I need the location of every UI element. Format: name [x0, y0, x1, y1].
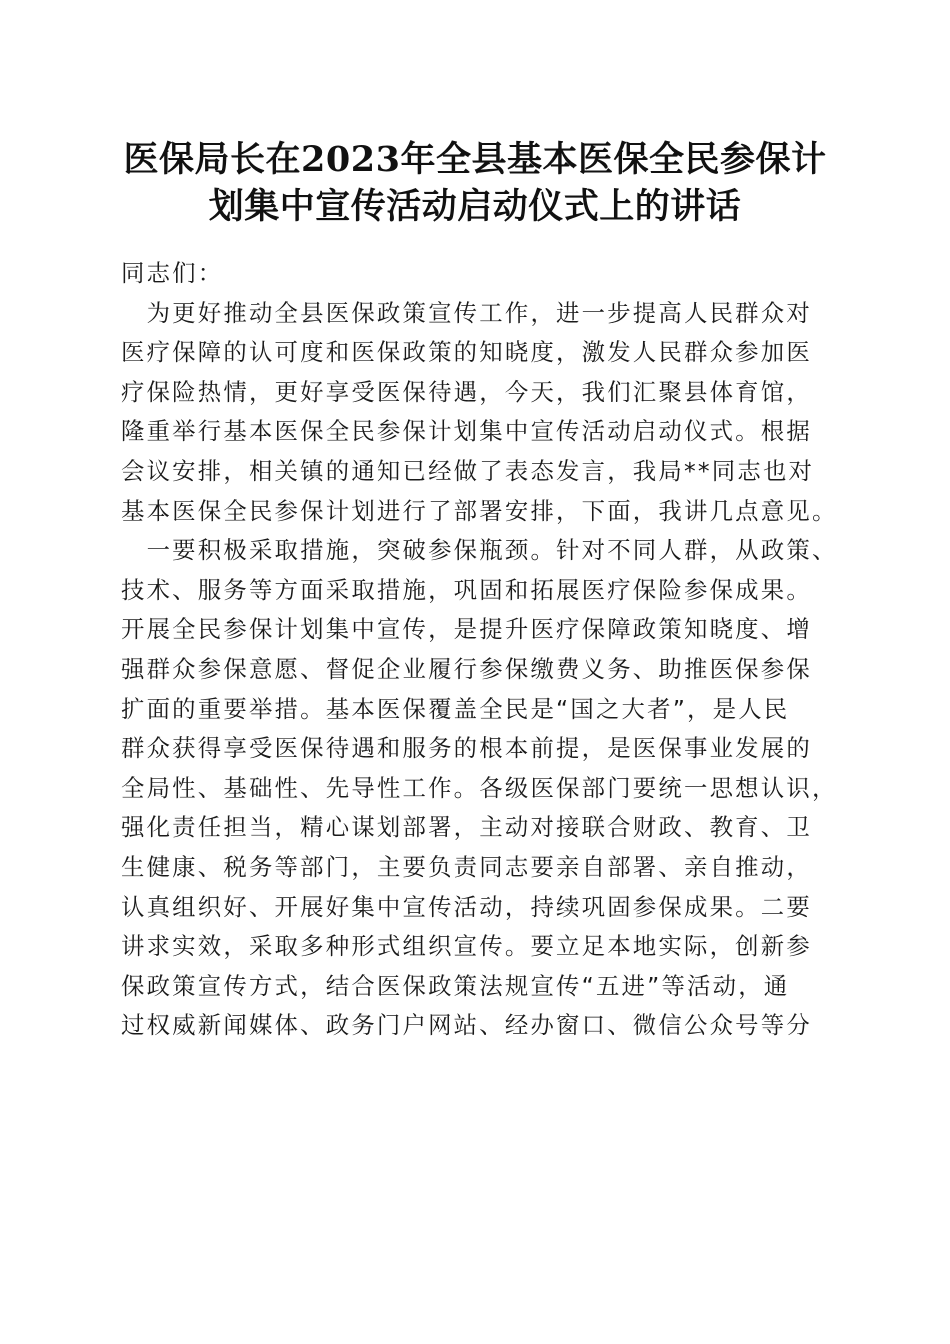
body-line: 保政策宣传方式，结合医保政策法规宣传“五进”等活动，通: [121, 971, 790, 1000]
body-line: 会议安排，相关镇的通知已经做了表态发言，我局**同志也对: [121, 456, 815, 485]
body-line: 为更好推动全县医保政策宣传工作，进一步提高人民群众对: [121, 298, 812, 327]
body-line: 生健康、税务等部门，主要负责同志要亲自部署、亲自推动，: [121, 852, 812, 881]
body-line: 一要积极采取措施，突破参保瓶颈。针对不同人群，从政策、: [121, 536, 838, 565]
title-line-1: 医保局长在2023年全县基本医保全民参保计: [123, 139, 827, 180]
body-line: 讲求实效，采取多种形式组织宣传。要立足本地实际，创新参: [121, 932, 812, 961]
title-line-2: 划集中宣传活动启动仪式上的讲话: [208, 186, 742, 227]
body-line: 扩面的重要举措。基本医保覆盖全民是“国之大者”，是人民: [121, 694, 790, 723]
document-title: [100, 136, 850, 230]
body-line: 全局性、基础性、先导性工作。各级医保部门要统一思想认识，: [121, 773, 838, 802]
body-line: 开展全民参保计划集中宣传，是提升医疗保障政策知晓度、增: [121, 615, 812, 644]
body-line: 认真组织好、开展好集中宣传活动，持续巩固参保成果。二要: [121, 892, 812, 921]
body-line: 强群众参保意愿、督促企业履行参保缴费义务、助推医保参保: [121, 654, 812, 683]
document-body: [121, 254, 837, 1046]
body-line: 隆重举行基本医保全民参保计划集中宣传活动启动仪式。根据: [121, 417, 812, 446]
body-line: 基本医保全民参保计划进行了部署安排，下面，我讲几点意见。: [121, 496, 838, 525]
body-line: 医疗保障的认可度和医保政策的知晓度，激发人民群众参加医: [121, 338, 812, 367]
body-line: 强化责任担当，精心谋划部署，主动对接联合财政、教育、卫: [121, 813, 812, 842]
body-line: 疗保险热情，更好享受医保待遇，今天，我们汇聚县体育馆，: [121, 377, 812, 406]
body-line: 过权威新闻媒体、政务门户网站、经办窗口、微信公众号等分: [121, 1011, 812, 1040]
body-line: 技术、服务等方面采取措施，巩固和拓展医疗保险参保成果。: [121, 575, 812, 604]
salutation: 同志们：: [121, 259, 224, 287]
body-line: 群众获得享受医保待遇和服务的根本前提，是医保事业发展的: [121, 734, 812, 763]
